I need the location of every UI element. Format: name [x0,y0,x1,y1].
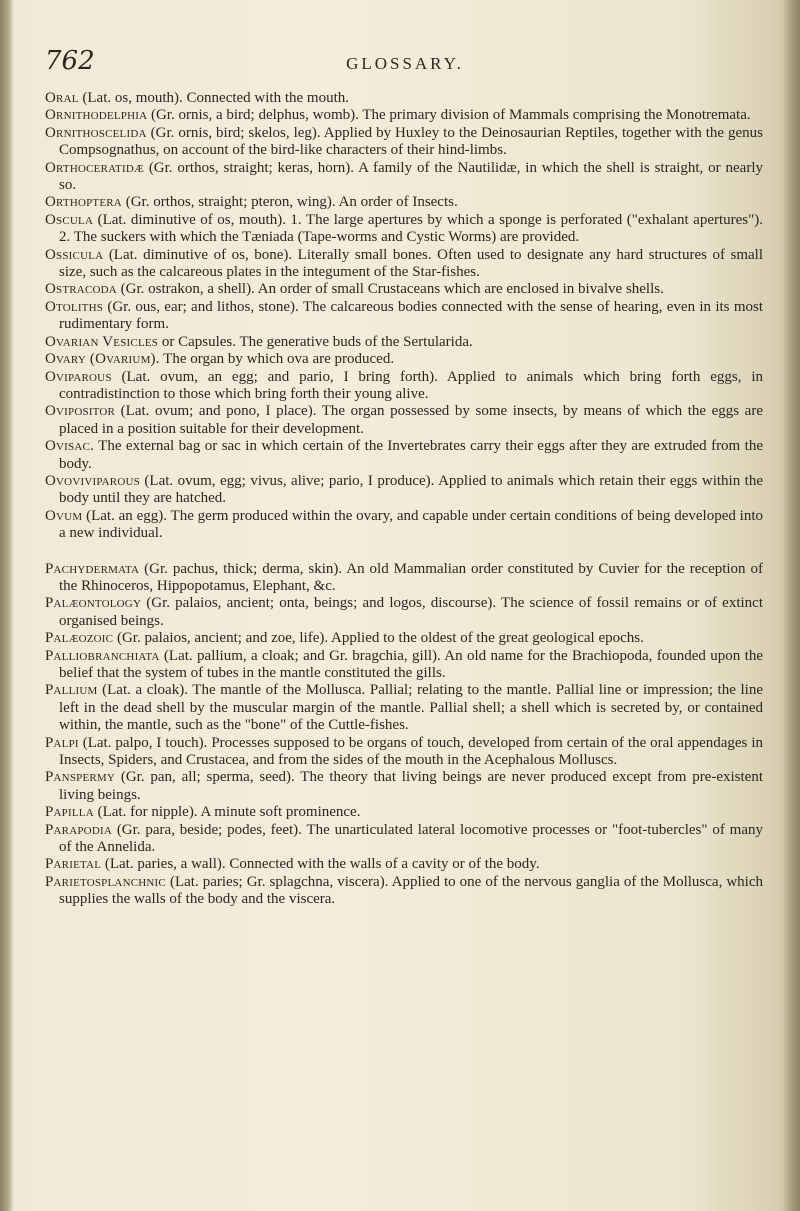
glossary-term: Pachydermata [45,560,140,577]
glossary-term: Parietosplanchnic [45,873,166,890]
glossary-entry [45,735,763,770]
glossary-definition: (Lat. os, mouth). Connected with the mouth. [78,90,350,106]
glossary-definition: (Gr. palaios, ancient; onta, beings; and logos, discourse). The science of fossil remains or of extinct organised beings. [59,595,763,629]
glossary-definition: (Lat. palpo, I touch). Processes supposed to be organs of touch, developed from certain of the oral appendages in Insects, Spiders, and Crustacea, and from the sides of the mouth in the Acephalous Molluscs. [59,734,763,769]
glossary-definition: (Lat. ovum; and pono, I place). The organ possessed by some insects, by means of which the eggs are placed in a position suitable for their development. [59,403,763,437]
glossary-entry [45,281,763,298]
glossary-entry [45,856,763,873]
glossary-entry [45,334,763,351]
glossary-definition: The external bag or sac in which certain of the Invertebrates carry their eggs after they are extruded from the body. [59,438,763,472]
glossary-entry [45,351,763,368]
running-head: GLOSSARY. [346,54,464,73]
glossary-term: Oral [45,90,79,106]
glossary-definition: (Gr. palaios, ancient; and zoe, life). Applied to the oldest of the great geological epochs. [113,630,644,647]
glossary-definition: (Gr. pachus, thick; derma, skin). An old Mammalian order constituted by Cuvier for the reception of the Rhinoceros, Hippopotamus, Elephant, &c. [59,560,763,594]
glossary-entry [45,682,763,734]
glossary-term: Ornithodelphia [45,107,148,124]
glossary-term: Otoliths [45,298,104,315]
glossary-term: Palliobranchiata [45,647,160,664]
glossary-section-p [45,561,763,909]
glossary-entry [45,769,763,804]
glossary-definition: (Gr. ornis, a bird; delphus, womb). The primary division of Mammals comprising the Monotremata. [147,107,751,124]
glossary-term: Oviparous [45,368,112,385]
section-gap [45,543,763,561]
glossary-entry [45,299,763,334]
glossary-term: Ovisac. [45,438,94,455]
glossary-entry [45,194,763,211]
glossary-entry [45,804,763,821]
glossary-entry [45,125,763,160]
glossary-definition: (Gr. para, beside; podes, feet). The unarticulated lateral locomotive processes or "foot-tubercles" of many of the Annelida. [59,821,763,856]
glossary-term: Palæozoic [45,630,114,647]
glossary-entry [45,648,763,683]
book-spine-edge [784,0,800,1211]
glossary-definition: (Lat. diminutive of os, mouth). 1. The large apertures by which a sponge is perforated ("exhalant apertures"). 2. The suckers with which the Tæniada (Tape-worms and Cystic Worms) are provided. [59,211,763,246]
glossary-entry [45,561,763,596]
glossary-term: Ovarian Vesicles [45,333,159,350]
glossary-term: Ovipositor [45,403,116,420]
glossary-term: Palpi [45,734,79,751]
glossary-entry [45,247,763,282]
glossary-entry [45,630,763,647]
glossary-term: Oscula [45,211,94,228]
glossary-term: Orthoptera [45,194,122,211]
page-header [45,46,765,82]
glossary-term: Parapodia [45,821,112,838]
glossary-term: Ovoviviparous [45,472,140,489]
glossary-entry [45,473,763,508]
glossary-content [45,90,763,909]
glossary-entry [45,595,763,630]
glossary-term: Pallium [45,682,98,699]
glossary-entry [45,822,763,857]
glossary-definition: (Gr. orthos, straight; keras, horn). A family of the Nautilidæ, in which the shell is straight, or nearly so. [59,159,763,194]
glossary-entry [45,107,763,124]
glossary-section-o [45,90,763,543]
glossary-definition: (Lat. diminutive of os, bone). Literally small bones. Often used to designate any hard structures of small size, such as the calcareous plates in the integument of the Star-fishes. [59,246,763,281]
glossary-term: Palæontology [45,595,142,612]
glossary-entry [45,508,763,543]
glossary-term: Ossicula [45,246,104,263]
glossary-definition: (Gr. orthos, straight; pteron, wing). An order of Insects. [121,194,458,211]
glossary-definition: (Lat. an egg). The germ produced within the ovary, and capable under certain conditions of being developed into a new individual. [59,507,763,542]
glossary-definition: The organ by which ova are produced. [159,351,395,368]
glossary-term: Orthoceratidæ [45,159,144,176]
glossary-entry [45,212,763,247]
glossary-term: Ornithoscelida [45,124,147,141]
glossary-definition: (Gr. pan, all; sperma, seed). The theory that living beings are never produced except from pre-existent living beings. [59,769,763,803]
page-number: 762 [45,46,95,76]
glossary-definition: (Lat. pallium, a cloak; and Gr. bragchia, gill). An old name for the Brachiopoda, founded upon the belief that the system of tubes in the mantle constituted the gills. [59,647,763,681]
glossary-definition: (Lat. ovum, an egg; and pario, I bring forth). Applied to animals which bring forth eggs, in contradistinction to those which bring forth their young alive. [59,368,763,402]
glossary-definition: or Capsules. The generative buds of the Sertularida. [158,333,473,350]
glossary-definition: (Gr. ornis, bird; skelos, leg). Applied by Huxley to the Deinosaurian Reptiles, together with the genus Compsognathus, on account of the bird-like characters of their hind-limbs. [59,124,763,159]
glossary-definition: (Lat. a cloak). The mantle of the Mollusca. Pallial; relating to the mantle. Pallial line or impression; the line left in the dead shell by the muscular margin of the mantle. Pallial shell; a shell which is secreted by, or contained within, the mantle, such as the "bone" of the Cuttle-fishes. [59,682,763,734]
glossary-term: Parietal [45,856,102,873]
page-gutter-shadow [0,0,14,1211]
glossary-definition: (Lat. ovum, egg; vivus, alive; pario, I produce). Applied to animals which retain their eggs within the body until they are hatched. [59,472,763,507]
glossary-definition: (Gr. ous, ear; and lithos, stone). The calcareous bodies connected with the sense of hearing, even in its most rudimentary form. [59,298,763,333]
glossary-definition: (Lat. for nipple). A minute soft prominence. [93,804,361,821]
glossary-definition: (Lat. paries; Gr. splagchna, viscera). Applied to one of the nervous ganglia of the Mollusca, which supplies the walls of the body and the viscera. [59,873,763,908]
glossary-term: Ovum [45,507,83,524]
glossary-entry [45,90,763,107]
glossary-definition: (Lat. paries, a wall). Connected with the walls of a cavity or of the body. [101,856,540,873]
glossary-term: Panspermy [45,769,116,786]
glossary-definition: (Gr. ostrakon, a shell). An order of small Crustaceans which are enclosed in bivalve shells. [116,281,664,298]
glossary-entry [45,403,763,438]
glossary-entry [45,160,763,195]
glossary-term: Ovary (Ovarium). [45,351,160,368]
glossary-term: Papilla [45,804,94,821]
glossary-term: Ostracoda [45,281,117,298]
glossary-entry [45,438,763,473]
glossary-entry [45,369,763,404]
glossary-entry [45,874,763,909]
